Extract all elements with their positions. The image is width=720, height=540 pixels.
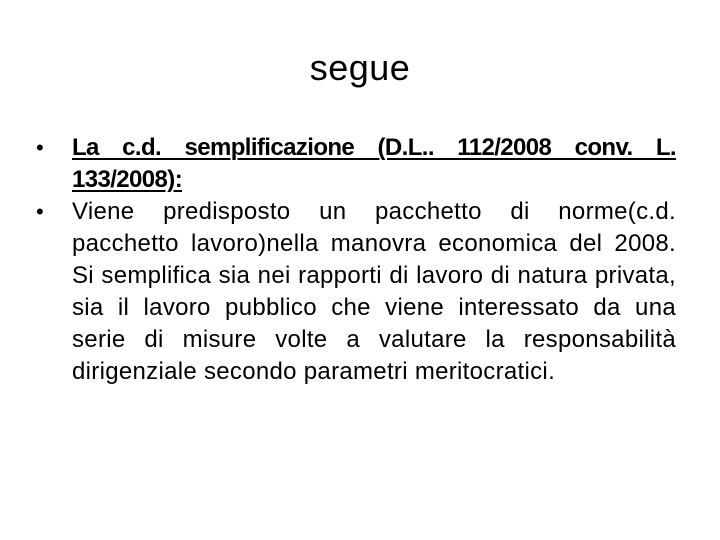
bullet-marker: • bbox=[36, 199, 44, 224]
bullet-heading-text: La c.d. semplificazione (D.L.. 112/2008 conv. L. 133/2008): bbox=[72, 134, 676, 193]
bullet-list bbox=[36, 132, 676, 388]
bullet-body-text: Viene predisposto un pacchetto di norme(c.d. pacchetto lavoro)nella manovra economica del 2008. Si semplifica sia nei rapporti di lavoro di natura privata, sia il lavoro pubblico che viene interessato da una serie di misure volte a valutare la responsabilità dirigenziale secondo parametri meritocratici. bbox=[72, 198, 676, 385]
slide-title: segue bbox=[309, 47, 411, 88]
bullet-item-heading bbox=[36, 132, 676, 196]
bullet-item-body bbox=[36, 196, 676, 388]
bullet-marker: • bbox=[36, 135, 44, 160]
